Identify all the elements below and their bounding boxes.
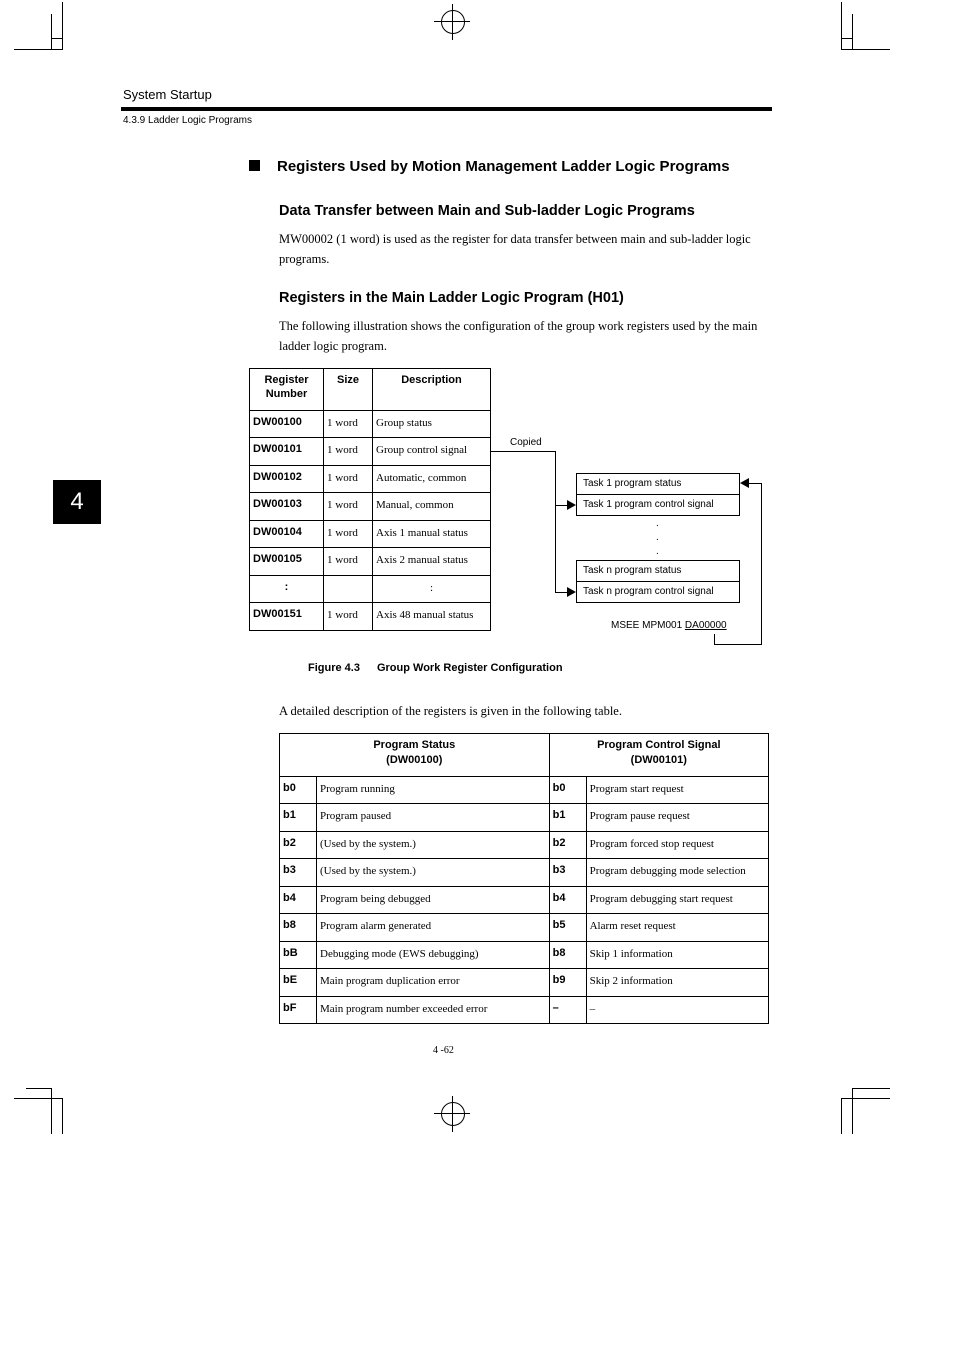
table-row: DW00100 1 word Group status [250, 411, 491, 438]
data-transfer-text: MW00002 (1 word) is used as the register for data transfer between main and sub-ladder logic programs. [279, 232, 751, 266]
arrow-right-icon [567, 587, 576, 597]
control-description: Program debugging mode selection [586, 859, 768, 887]
control-bit: b1 [549, 804, 586, 832]
ellipsis-dot: . [656, 532, 659, 543]
control-description: Program pause request [586, 804, 768, 832]
arrow-left-icon [740, 478, 749, 488]
status-description: Program running [317, 777, 550, 804]
control-bit: b3 [549, 859, 586, 887]
status-description: (Used by the system.) [317, 832, 550, 859]
msee-prefix: MSEE MPM001 [611, 620, 685, 631]
copy-connector [491, 451, 556, 452]
main-heading-text: Registers Used by Motion Management Ladder Logic Programs [277, 158, 730, 175]
header-rule [121, 107, 772, 111]
chapter-tab: 4 [53, 480, 101, 524]
status-bit: b3 [280, 859, 317, 887]
control-bit: b8 [549, 942, 586, 969]
ellipsis-dot: . [656, 518, 659, 529]
col-description: Description [373, 369, 491, 411]
status-description: Program being debugged [317, 887, 550, 914]
control-description: Alarm reset request [586, 914, 768, 942]
control-bit: b2 [549, 832, 586, 859]
taskn-status-box: Task n program status [576, 560, 740, 582]
table-row: DW00105 1 word Axis 2 manual status [250, 548, 491, 576]
msee-register: DA00000 [684, 620, 727, 631]
square-bullet-icon [249, 160, 260, 171]
msee-instruction [611, 620, 727, 631]
status-description: Main program number exceeded error [317, 997, 550, 1024]
status-description: Program paused [317, 804, 550, 832]
control-bit: b4 [549, 887, 586, 914]
table-row: DW00101 1 word Group control signal [250, 438, 491, 466]
status-bit: b2 [280, 832, 317, 859]
status-bit: bE [280, 969, 317, 997]
program-control-register: (DW00101) [630, 754, 687, 766]
detail-intro: A detailed description of the registers is given in the following table. [279, 704, 622, 718]
main-registers-heading: Registers in the Main Ladder Logic Program (H01) [279, 290, 624, 306]
program-control-title: Program Control Signal [597, 739, 721, 751]
status-bit: b8 [280, 914, 317, 942]
table-row [280, 942, 769, 969]
ellipsis-dot: . [656, 546, 659, 557]
control-description: Program start request [586, 777, 768, 804]
status-description: Main program duplication error [317, 969, 550, 997]
table-row: DW00102 1 word Automatic, common [250, 466, 491, 493]
table-row [280, 832, 769, 859]
status-bit: bF [280, 997, 317, 1024]
status-description: Debugging mode (EWS debugging) [317, 942, 550, 969]
table-row-ellipsis: : : [250, 576, 491, 603]
control-description: Skip 1 information [586, 942, 768, 969]
status-bit: b1 [280, 804, 317, 832]
subsection-label: 4.3.9 Ladder Logic Programs [123, 115, 252, 126]
program-status-register: (DW00100) [386, 754, 443, 766]
main-registers-text: The following illustration shows the configuration of the group work registers used by the main ladder logic program. [279, 319, 758, 353]
program-control-header [549, 734, 768, 777]
status-bit: b4 [280, 887, 317, 914]
status-description: Program alarm generated [317, 914, 550, 942]
figure-caption [308, 662, 563, 674]
table-row [280, 914, 769, 942]
data-transfer-heading: Data Transfer between Main and Sub-ladder Logic Programs [279, 203, 695, 219]
bit-table [279, 733, 769, 1024]
register-table [249, 368, 491, 631]
control-bit: b9 [549, 969, 586, 997]
feedback-line [714, 644, 762, 645]
control-description: Skip 2 information [586, 969, 768, 997]
table-row [280, 804, 769, 832]
feedback-line [761, 483, 762, 645]
control-bit: b0 [549, 777, 586, 804]
table-row [280, 777, 769, 804]
table-row: DW00151 1 word Axis 48 manual status [250, 603, 491, 631]
table-row: DW00103 1 word Manual, common [250, 493, 491, 521]
page-number: 4 -62 [433, 1045, 454, 1056]
control-description: Program forced stop request [586, 832, 768, 859]
table-row [280, 887, 769, 914]
task1-control-box: Task 1 program control signal [576, 494, 740, 516]
status-bit: bB [280, 942, 317, 969]
control-bit: – [549, 997, 586, 1024]
status-description: (Used by the system.) [317, 859, 550, 887]
control-description: – [586, 997, 768, 1024]
section-title: System Startup [123, 87, 212, 102]
taskn-control-box: Task n program control signal [576, 581, 740, 603]
copy-connector-vertical [555, 451, 556, 593]
table-row: DW00104 1 word Axis 1 manual status [250, 521, 491, 548]
col-register-number: Register Number [250, 369, 324, 411]
control-bit: b5 [549, 914, 586, 942]
program-status-title: Program Status [373, 739, 456, 751]
main-heading [249, 158, 730, 175]
table-row [280, 859, 769, 887]
table-row [280, 969, 769, 997]
feedback-line [748, 483, 762, 484]
arrow-right-icon [567, 500, 576, 510]
col-size: Size [324, 369, 373, 411]
control-description: Program debugging start request [586, 887, 768, 914]
table-row [280, 997, 769, 1024]
program-status-header [280, 734, 550, 777]
status-bit: b0 [280, 777, 317, 804]
copied-label: Copied [510, 437, 542, 448]
figure-number: Figure 4.3 [308, 662, 360, 674]
task1-status-box: Task 1 program status [576, 473, 740, 495]
figure-title: Group Work Register Configuration [376, 662, 563, 674]
